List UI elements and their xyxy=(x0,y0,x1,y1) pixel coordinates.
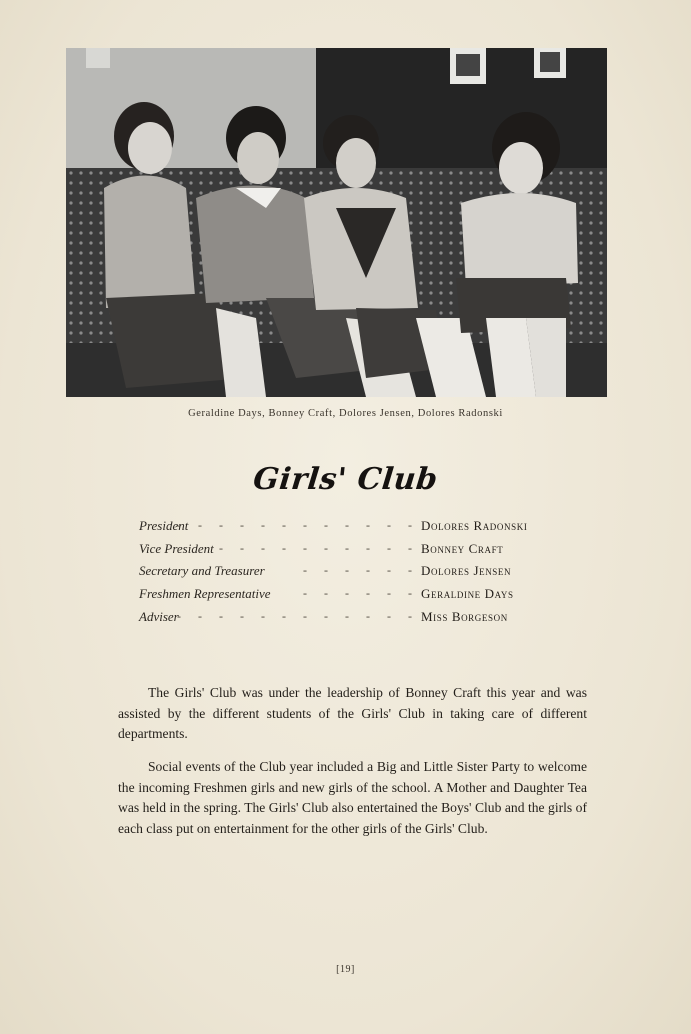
officer-role: Secretary and Treasurer xyxy=(139,563,265,579)
officer-row-freshmen-representative xyxy=(139,586,559,609)
group-photograph xyxy=(66,48,607,397)
officer-name: Dolores Radonski xyxy=(421,518,528,533)
officer-role: President xyxy=(139,518,189,533)
officer-name: Miss Borgeson xyxy=(421,608,508,624)
leader-dots: - - - - - - xyxy=(303,563,419,578)
leader-dots: - - - - - - xyxy=(303,586,419,601)
page-title: Girls' Club xyxy=(251,462,440,497)
officer-row-president xyxy=(139,518,559,541)
paragraph-2-text: Social events of the Club year included a Big and Little Sister Party to welcome the incoming Freshmen girls and new girls of the school. A Mother and Daughter Tea was held in the spring. The Girls' Club also entertained the Boys' Club and the girls of each class put on entertainment for the other girls of the Girls' Club. xyxy=(118,759,587,836)
leader-dots: - - - - - - - - - - xyxy=(219,540,419,555)
officer-name: Bonney Craft xyxy=(421,540,504,556)
officer-role: Vice President xyxy=(139,540,214,556)
leader-dots: - - - - - - - - - - - - xyxy=(177,518,419,532)
officer-name: Dolores Jensen xyxy=(421,563,512,579)
photo-caption: Geraldine Days, Bonney Craft, Dolores Jensen, Dolores Radonski xyxy=(188,408,503,419)
leader-dots: - - - - - - - - - - - - xyxy=(177,608,419,623)
officer-name: Geraldine Days xyxy=(421,586,514,602)
officer-role: Adviser xyxy=(139,608,179,624)
page-number: [19] xyxy=(336,964,355,975)
photo-illustration xyxy=(66,48,607,397)
officer-role: Freshmen Representative xyxy=(139,586,271,602)
officers-list xyxy=(139,518,559,631)
wall-paper-note xyxy=(86,48,110,68)
officer-row-vice-president xyxy=(139,541,559,564)
paragraph-1-text: The Girls' Club was under the leadership of Bonney Craft this year and was assisted by the different students of the Girls' Club in taking care of different departments. xyxy=(118,685,587,741)
paragraph-2 xyxy=(118,757,587,839)
officer-row-adviser xyxy=(139,609,559,632)
officer-row-secretary-treasurer xyxy=(139,563,559,586)
paragraph-1 xyxy=(118,683,587,745)
